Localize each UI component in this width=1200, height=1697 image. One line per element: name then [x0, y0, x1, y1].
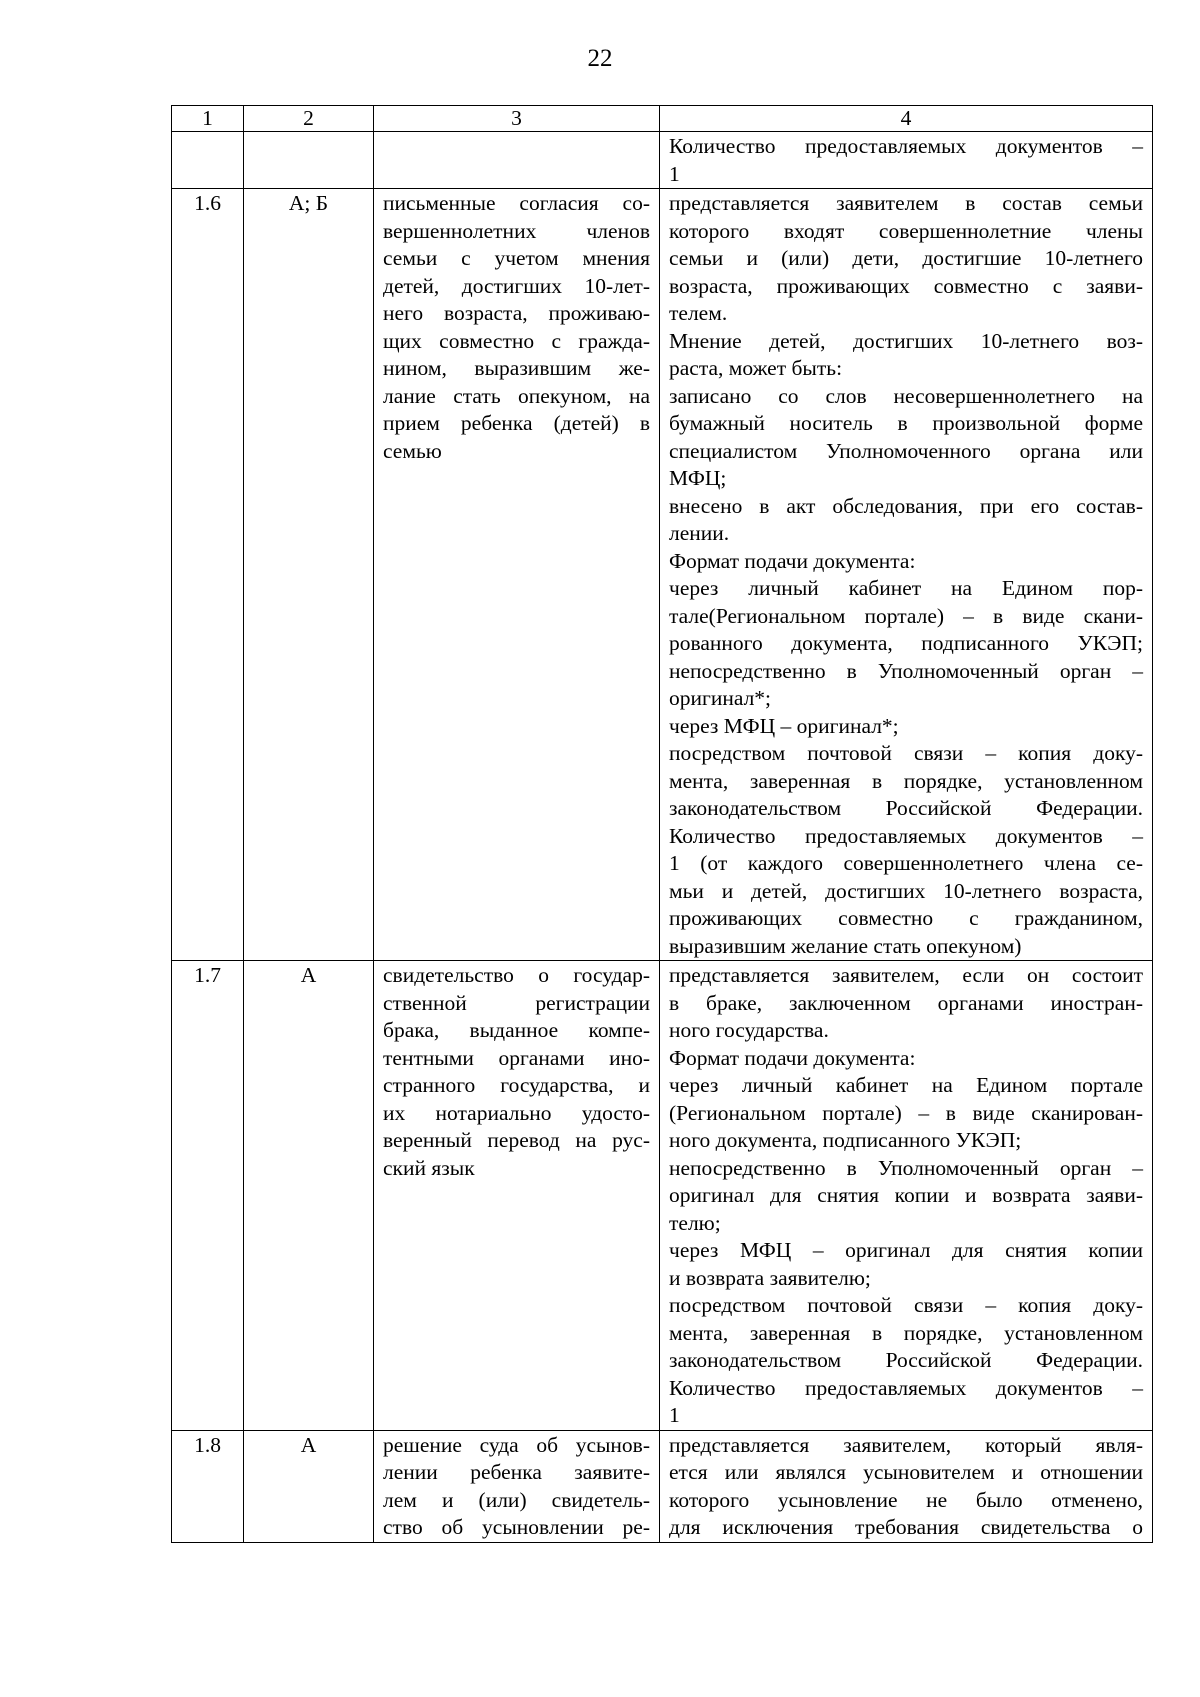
- document-name-line: тентными органами ино-: [383, 1045, 650, 1070]
- description-line: Мнение детей, достигших 10-летнего воз-: [669, 328, 1143, 353]
- description-line: выразившим желание стать опекуном): [669, 933, 1022, 958]
- document-name-line: вершеннолетних членов: [383, 218, 650, 243]
- document-name-line: семьи с учетом мнения: [383, 246, 650, 270]
- document-name-line: лем и (или) свидетель-: [383, 1487, 650, 1512]
- document-name-line: ственной регистрации: [383, 990, 650, 1015]
- description-line: специалистом Уполномоченного органа или: [669, 438, 1143, 463]
- document-name-line: брака, выданное компе-: [383, 1018, 650, 1042]
- document-name-line: странного государства, и: [383, 1073, 650, 1097]
- description-line: через МФЦ – оригинал для снятия копии: [669, 1238, 1143, 1262]
- category-cell: А: [244, 1430, 374, 1542]
- description-line: оригинал*;: [669, 686, 772, 710]
- document-name-line: веренный перевод на рус-: [383, 1128, 650, 1152]
- table-row: [172, 189, 1153, 961]
- description-line: (Региональном портале) – в виде сканирован-: [669, 1100, 1143, 1125]
- table-body: [172, 132, 1153, 1543]
- description-line: которого входят совершеннолетние члены: [669, 218, 1143, 243]
- category-cell: А: [244, 961, 374, 1431]
- page-number: 22: [587, 45, 613, 72]
- document-name-cell: [374, 132, 660, 189]
- column-header-1: 1: [172, 106, 244, 132]
- document-name-line: решение суда об усынов-: [383, 1432, 650, 1457]
- description-line: тале(Региональном портале) – в виде скани-: [669, 603, 1143, 628]
- document-name-line: нином, выразившим же-: [383, 356, 650, 380]
- description-line: телем.: [669, 301, 728, 325]
- description-line: мента, заверенная в порядке, установленном: [669, 1320, 1143, 1345]
- description-line: раста, может быть:: [669, 356, 843, 380]
- description-line: мента, заверенная в порядке, установленном: [669, 768, 1143, 793]
- row-number-cell: 1.6: [172, 189, 244, 961]
- header-row: [172, 106, 1153, 132]
- document-name-line: семью: [383, 438, 442, 463]
- description-line: Количество предоставляемых документов –: [669, 134, 1143, 158]
- description-line: представляется заявителем, который явля-: [669, 1432, 1143, 1457]
- description-line: в браке, заключенном органами иностран-: [669, 990, 1143, 1015]
- document-name-line: него возраста, проживаю-: [383, 301, 650, 325]
- description-cell: [660, 189, 1153, 961]
- description-line: непосредственно в Уполномоченный орган –: [669, 658, 1143, 683]
- description-line: для исключения требования свидетельства о: [669, 1515, 1143, 1539]
- description-line: мьи и детей, достигших 10-летнего возраста,: [669, 878, 1143, 903]
- documents-table: [171, 105, 1153, 1543]
- description-line: оригинал для снятия копии и возврата заяви-: [669, 1183, 1143, 1207]
- description-line: и возврата заявителю;: [669, 1265, 871, 1290]
- description-cell: [660, 1430, 1153, 1542]
- document-name-line: ство об усыновлении ре-: [383, 1515, 650, 1539]
- description-line: через личный кабинет на Едином пор-: [669, 576, 1143, 600]
- column-header-4: 4: [660, 106, 1153, 132]
- document-name-line: лание стать опекуном, на: [383, 383, 650, 408]
- table-row: [172, 1430, 1153, 1542]
- column-header-3: 3: [374, 106, 660, 132]
- document-name-line: свидетельство о государ-: [383, 963, 650, 987]
- category-cell: А; Б: [244, 189, 374, 961]
- description-line: представляется заявителем в состав семьи: [669, 191, 1143, 215]
- description-line: лении.: [669, 521, 730, 545]
- row-number-cell: 1.7: [172, 961, 244, 1431]
- description-line: которого усыновление не было отменено,: [669, 1487, 1143, 1512]
- description-line: ного государства.: [669, 1018, 829, 1042]
- document-name-line: прием ребенка (детей) в: [383, 411, 650, 435]
- document-name-line: их нотариально удосто-: [383, 1100, 650, 1125]
- description-line: непосредственно в Уполномоченный орган –: [669, 1155, 1143, 1180]
- document-name-cell: [374, 1430, 660, 1542]
- description-line: семьи и (или) дети, достигшие 10-летнего: [669, 246, 1143, 270]
- category-cell: [244, 132, 374, 189]
- document-name-line: лении ребенка заявите-: [383, 1460, 650, 1484]
- document-name-line: письменные согласия со-: [383, 191, 650, 215]
- description-line: законодательством Российской Федерации.: [669, 796, 1143, 820]
- table-row: [172, 961, 1153, 1431]
- document-name-cell: [374, 189, 660, 961]
- description-line: Количество предоставляемых документов –: [669, 823, 1143, 848]
- description-line: внесено в акт обследования, при его состав-: [669, 493, 1143, 518]
- description-line: МФЦ;: [669, 466, 727, 490]
- description-line: записано со слов несовершеннолетнего на: [669, 383, 1143, 408]
- description-line: Формат подачи документа:: [669, 1045, 916, 1070]
- description-line: через МФЦ – оригинал*;: [669, 713, 899, 738]
- description-line: законодательством Российской Федерации.: [669, 1348, 1143, 1372]
- document-name-line: щих совместно с гражда-: [383, 328, 650, 353]
- description-line: проживающих совместно с гражданином,: [669, 906, 1143, 930]
- description-cell: [660, 132, 1153, 189]
- row-number-cell: 1.8: [172, 1430, 244, 1542]
- document-name-line: ский язык: [383, 1155, 475, 1180]
- description-line: представляется заявителем, если он состоит: [669, 963, 1143, 987]
- description-line: 1: [669, 161, 680, 186]
- table-header: [172, 106, 1153, 132]
- document-name-line: детей, достигших 10-лет-: [383, 273, 650, 298]
- column-header-2: 2: [244, 106, 374, 132]
- description-line: через личный кабинет на Едином портале: [669, 1073, 1143, 1097]
- description-line: 1: [669, 1403, 680, 1427]
- description-line: Формат подачи документа:: [669, 548, 916, 573]
- description-line: ется или являлся усыновителем и отношении: [669, 1460, 1143, 1484]
- description-line: возраста, проживающих совместно с заяви-: [669, 273, 1143, 298]
- description-line: ного документа, подписанного УКЭП;: [669, 1128, 1022, 1152]
- description-cell: [660, 961, 1153, 1431]
- description-line: 1 (от каждого совершеннолетнего члена се-: [669, 851, 1143, 875]
- description-line: посредством почтовой связи – копия доку-: [669, 1293, 1143, 1317]
- description-line: телю;: [669, 1210, 721, 1235]
- description-line: посредством почтовой связи – копия доку-: [669, 741, 1143, 765]
- row-number-cell: [172, 132, 244, 189]
- document-name-cell: [374, 961, 660, 1431]
- table-row: [172, 132, 1153, 189]
- description-line: бумажный носитель в произвольной форме: [669, 411, 1143, 435]
- description-line: Количество предоставляемых документов –: [669, 1375, 1143, 1400]
- description-line: рованного документа, подписанного УКЭП;: [669, 631, 1143, 655]
